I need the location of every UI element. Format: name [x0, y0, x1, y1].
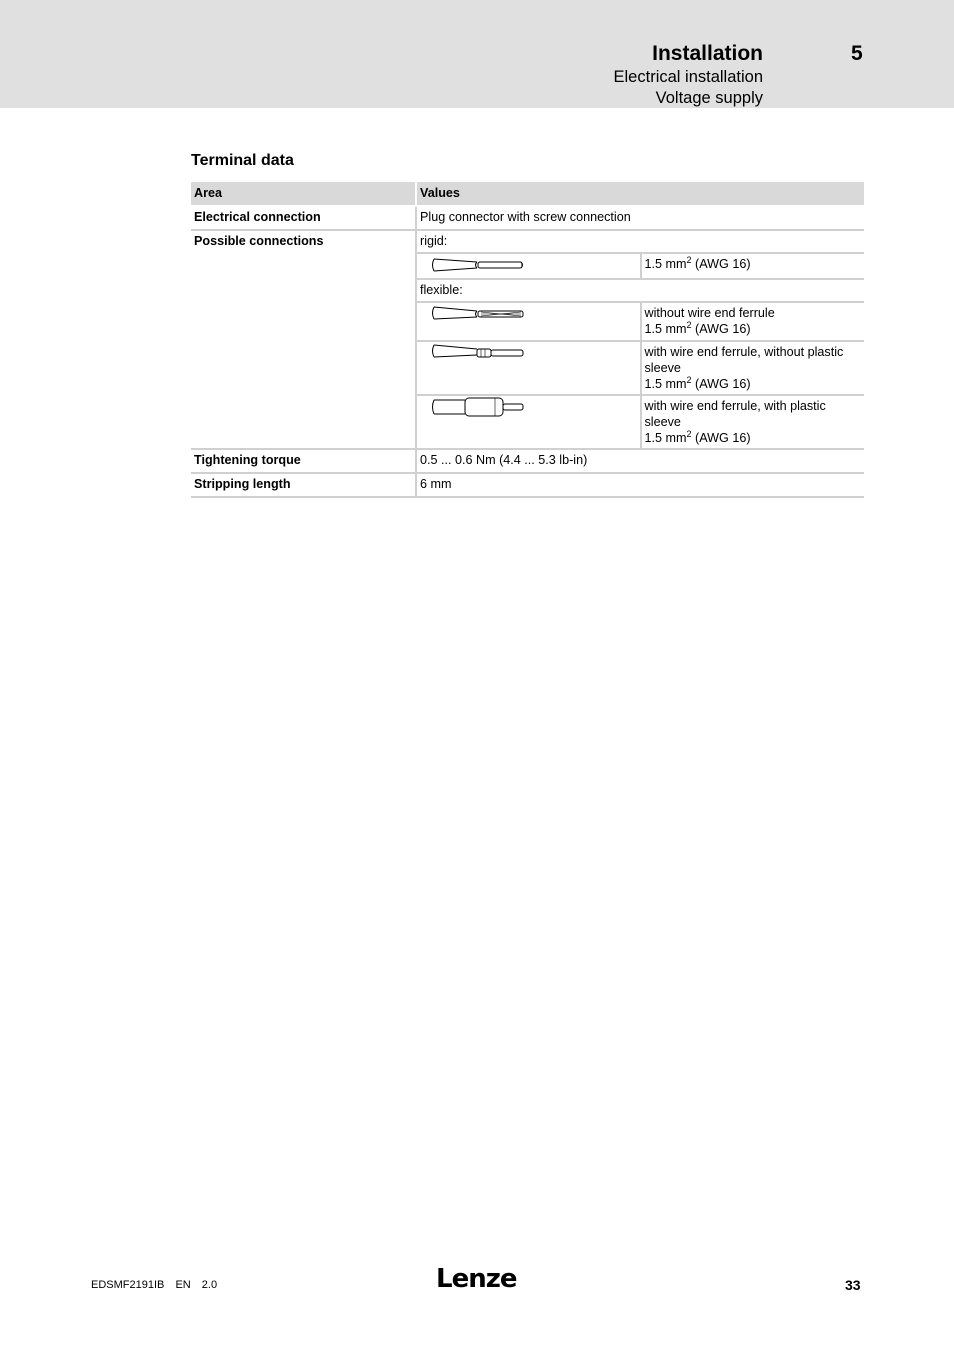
flexible-awg: (AWG 16)	[691, 377, 751, 391]
flexible-label: flexible:	[417, 279, 864, 302]
rigid-size: 1.5 mm	[644, 257, 687, 271]
row-label: Tightening torque	[191, 450, 417, 474]
flexible-size: 1.5 mm	[644, 322, 687, 336]
header-area: Area	[191, 182, 417, 207]
flexible-size: 1.5 mm	[644, 431, 687, 445]
chapter-number: 5	[851, 42, 863, 65]
row-label: Possible connections	[191, 231, 417, 450]
document-version: 2.0	[201, 1279, 218, 1291]
subtable-row	[417, 231, 864, 253]
superscript: 2	[686, 375, 692, 385]
table-row	[191, 231, 864, 450]
row-label: Electrical connection	[191, 207, 417, 231]
lenze-logo: Lenze	[436, 1264, 517, 1294]
row-value: 6 mm	[417, 474, 864, 498]
ferrule-wire-icon	[417, 342, 544, 366]
flexible-desc: with wire end ferrule, without plastic sleeve	[644, 345, 844, 375]
row-label: Stripping length	[191, 474, 417, 498]
subtable-row	[417, 279, 864, 302]
row-value: 0.5 ... 0.6 Nm (4.4 ... 5.3 lb-in)	[417, 450, 864, 474]
rigid-label: rigid:	[417, 231, 864, 253]
subtable-row	[417, 253, 864, 279]
rigid-wire-icon	[417, 254, 544, 276]
table-row	[191, 474, 864, 498]
superscript: 2	[686, 320, 692, 330]
table-row	[191, 207, 864, 231]
flexible-desc: with wire end ferrule, with plastic sleeve	[644, 399, 826, 429]
header-band	[0, 0, 954, 108]
flexible-awg: (AWG 16)	[691, 322, 751, 336]
table-row	[191, 450, 864, 474]
superscript: 2	[686, 429, 692, 439]
footer-document-info	[91, 1277, 225, 1293]
subtable-row	[417, 395, 864, 448]
connections-subtable	[417, 231, 864, 448]
subtable-row	[417, 302, 864, 341]
subsection-subtitle: Voltage supply	[655, 89, 763, 107]
flexible-size: 1.5 mm	[644, 377, 687, 391]
superscript: 2	[686, 255, 692, 265]
subtable-row	[417, 341, 864, 395]
stranded-wire-icon	[417, 303, 544, 327]
section-subtitle: Electrical installation	[613, 68, 763, 86]
table-header-row	[191, 182, 864, 207]
connections-cell	[417, 231, 864, 450]
page-number: 33	[845, 1277, 861, 1293]
flexible-desc: without wire end ferrule	[644, 306, 775, 320]
document-id: EDSMF2191IB	[91, 1279, 165, 1291]
rigid-awg: (AWG 16)	[691, 257, 751, 271]
flexible-awg: (AWG 16)	[691, 431, 751, 445]
terminal-data-table	[191, 182, 864, 498]
header-values: Values	[417, 182, 864, 207]
row-value: Plug connector with screw connection	[417, 207, 864, 231]
sleeved-ferrule-wire-icon	[417, 396, 544, 422]
document-language: EN	[175, 1279, 191, 1291]
chapter-title: Installation	[652, 42, 763, 65]
section-heading: Terminal data	[191, 152, 294, 169]
